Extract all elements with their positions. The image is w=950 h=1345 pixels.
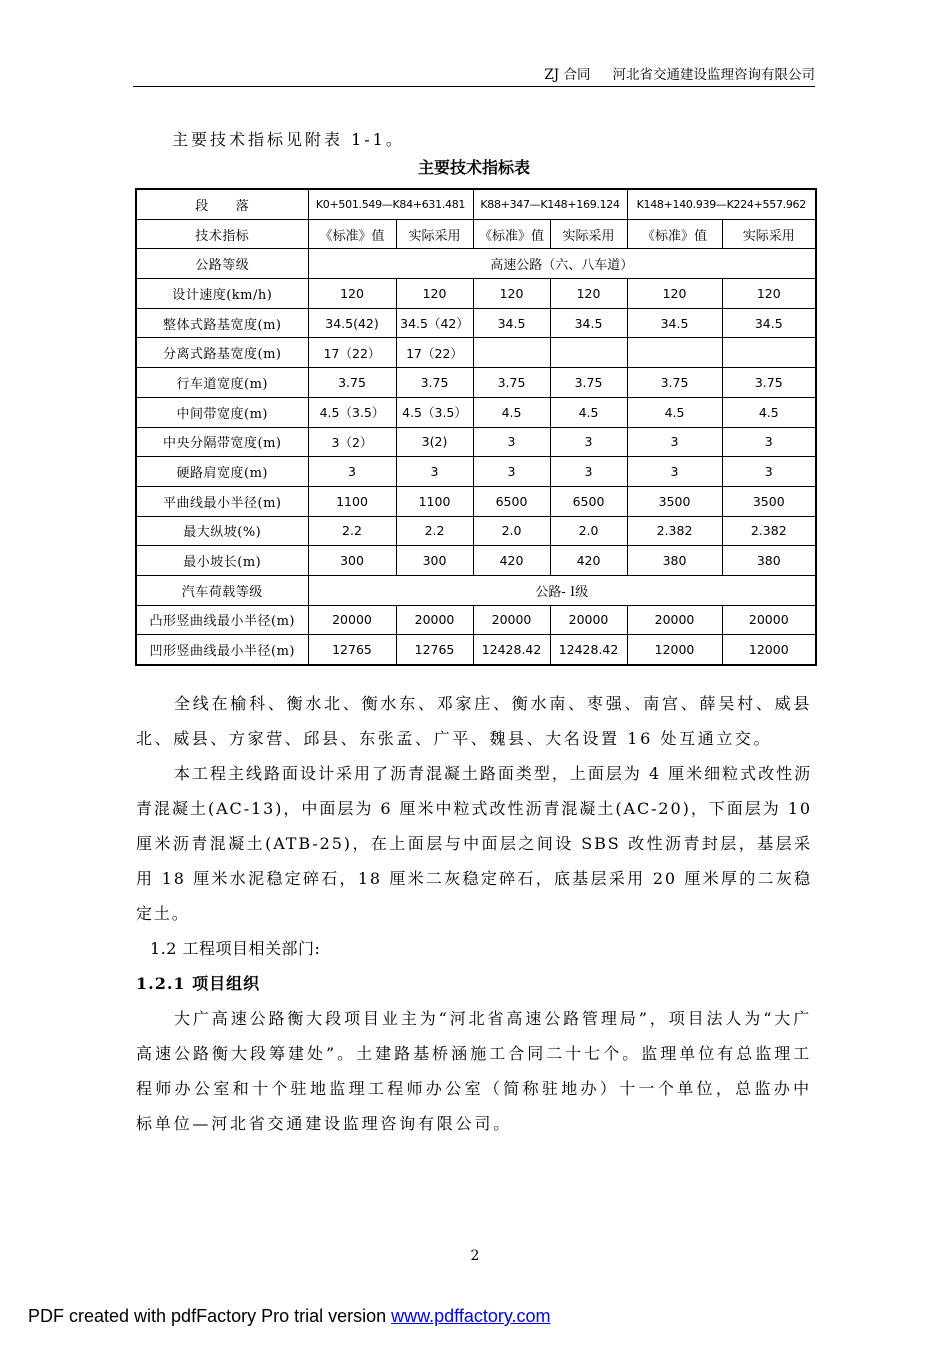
- row-label: 中间带宽度(m): [136, 397, 308, 427]
- table-cell: 3: [396, 457, 473, 487]
- paragraph-pavement: 本工程主线路面设计采用了沥青混凝土路面类型，上面层为 4 厘米细粒式改性沥青混凝土(AC-13)，中面层为 6 厘米中粒式改性沥青混凝土(AC-20)，下面层为 10 厘米沥青混凝土(ATB-25)，在上面层与中面层之间设 SBS 改性沥青封层，基层采用 18 厘米水泥稳定碎石，18 厘米二灰稳定碎石，底基层采用 20 厘米厚的二灰稳定土。: [136, 764, 812, 923]
- page-number: 2: [470, 1248, 480, 1264]
- segment-label: 段 落: [136, 189, 308, 219]
- standard-header: 《标准》值: [627, 219, 722, 249]
- table-cell: 3500: [722, 486, 816, 516]
- table-cell: 2.2: [396, 516, 473, 546]
- table-cell: 4.5（3.5）: [396, 397, 473, 427]
- table-row: [136, 635, 816, 665]
- table-cell: 34.5: [550, 308, 627, 338]
- road-grade-row: [136, 249, 816, 279]
- table-cell: 3: [550, 427, 627, 457]
- table-cell: 12000: [627, 635, 722, 665]
- standard-header: 《标准》值: [308, 219, 396, 249]
- segment-row: [136, 189, 816, 219]
- row-label: 凸形竖曲线最小半径(m): [136, 605, 308, 635]
- table-cell: 1100: [308, 486, 396, 516]
- row-label: 硬路肩宽度(m): [136, 457, 308, 487]
- table-cell: 34.5: [722, 308, 816, 338]
- table-cell: 12765: [308, 635, 396, 665]
- table-cell: 34.5: [473, 308, 550, 338]
- actual-header: 实际采用: [550, 219, 627, 249]
- table-cell: 3.75: [627, 368, 722, 398]
- table-row: [136, 397, 816, 427]
- table-row: [136, 516, 816, 546]
- table-row: [136, 457, 816, 487]
- table-cell: 3: [722, 427, 816, 457]
- subheader-label: 技术指标: [136, 219, 308, 249]
- segment-3: K148+140.939—K224+557.962: [627, 189, 816, 219]
- table-cell: 3（2）: [308, 427, 396, 457]
- table-cell: [550, 338, 627, 368]
- contract-code: ZJ 合同: [544, 67, 591, 83]
- pdf-footer-text: PDF created with pdfFactory Pro trial version: [28, 1306, 392, 1326]
- table-title: 主要技术指标表: [417, 158, 530, 177]
- section-heading-1-2-1: 1.2.1 项目组织: [136, 974, 261, 993]
- table-cell: 3: [308, 457, 396, 487]
- table-cell: 2.382: [627, 516, 722, 546]
- table-cell: 420: [473, 546, 550, 576]
- intro-line: 主要技术指标见附表 1-1。: [172, 130, 405, 149]
- table-cell: 4.5: [550, 397, 627, 427]
- section-heading-1-2: 1.2 工程项目相关部门:: [150, 939, 321, 958]
- table-cell: 34.5（42）: [396, 308, 473, 338]
- table-cell: 3.75: [396, 368, 473, 398]
- table-cell: 4.5: [722, 397, 816, 427]
- table-cell: 3.75: [550, 368, 627, 398]
- road-grade-value: 高速公路（六、八车道）: [308, 249, 816, 279]
- road-grade-label: 公路等级: [136, 249, 308, 279]
- table-cell: 3: [627, 427, 722, 457]
- table-row: [136, 279, 816, 309]
- actual-header: 实际采用: [396, 219, 473, 249]
- table-row: [136, 368, 816, 398]
- standard-header: 《标准》值: [473, 219, 550, 249]
- table-cell: 3.75: [473, 368, 550, 398]
- table-cell: 17（22）: [308, 338, 396, 368]
- table-cell: 3500: [627, 486, 722, 516]
- table-cell: 120: [550, 279, 627, 309]
- table-cell: 3.75: [722, 368, 816, 398]
- table-cell: 3: [473, 457, 550, 487]
- technical-indicators-table: [135, 188, 817, 666]
- vehicle-load-row: [136, 575, 816, 605]
- body-text: [136, 686, 812, 1141]
- page-header: [133, 64, 815, 87]
- table-row: [136, 308, 816, 338]
- table-cell: 12428.42: [473, 635, 550, 665]
- vehicle-load-value: 公路- Ⅰ级: [308, 575, 816, 605]
- row-label: 凹形竖曲线最小半径(m): [136, 635, 308, 665]
- table-cell: 6500: [473, 486, 550, 516]
- table-cell: 6500: [550, 486, 627, 516]
- table-cell: 3: [627, 457, 722, 487]
- table-cell: 20000: [308, 605, 396, 635]
- paragraph-interchanges: 全线在榆科、衡水北、衡水东、邓家庄、衡水南、枣强、南宫、薛吴村、威县北、威县、方家营、邱县、东张孟、广平、魏县、大名设置 16 处互通立交。: [136, 694, 812, 748]
- table-cell: [722, 338, 816, 368]
- row-label: 中央分隔带宽度(m): [136, 427, 308, 457]
- table-cell: [473, 338, 550, 368]
- table-cell: 2.2: [308, 516, 396, 546]
- table-cell: 120: [308, 279, 396, 309]
- table-row: [136, 546, 816, 576]
- table-cell: 1100: [396, 486, 473, 516]
- table-cell: 380: [627, 546, 722, 576]
- pdffactory-link[interactable]: www.pdffactory.com: [391, 1306, 551, 1326]
- table-cell: 12428.42: [550, 635, 627, 665]
- pdf-footer: [28, 1306, 551, 1327]
- table-cell: 300: [396, 546, 473, 576]
- table-cell: 420: [550, 546, 627, 576]
- row-label: 设计速度(km/h): [136, 279, 308, 309]
- table-cell: 20000: [722, 605, 816, 635]
- table-cell: 12000: [722, 635, 816, 665]
- table-cell: 20000: [473, 605, 550, 635]
- table-row: [136, 605, 816, 635]
- row-label: 最大纵坡(%): [136, 516, 308, 546]
- table-cell: 2.382: [722, 516, 816, 546]
- table-cell: 34.5: [627, 308, 722, 338]
- table-cell: 120: [627, 279, 722, 309]
- table-cell: 34.5(42): [308, 308, 396, 338]
- table-cell: 120: [396, 279, 473, 309]
- table-cell: 3.75: [308, 368, 396, 398]
- segment-1: K0+501.549—K84+631.481: [308, 189, 473, 219]
- table-cell: 4.5: [473, 397, 550, 427]
- table-cell: 4.5: [627, 397, 722, 427]
- table-cell: [627, 338, 722, 368]
- table-cell: 20000: [627, 605, 722, 635]
- table-cell: 2.0: [550, 516, 627, 546]
- row-label: 分离式路基宽度(m): [136, 338, 308, 368]
- company-name: 河北省交通建设监理咨询有限公司: [612, 67, 815, 83]
- table-cell: 120: [722, 279, 816, 309]
- actual-header: 实际采用: [722, 219, 816, 249]
- table-cell: 17（22）: [396, 338, 473, 368]
- row-label: 行车道宽度(m): [136, 368, 308, 398]
- table-cell: 20000: [396, 605, 473, 635]
- table-cell: 4.5（3.5）: [308, 397, 396, 427]
- table-cell: 3: [473, 427, 550, 457]
- paragraph-organization: 大广高速公路衡大段项目业主为“河北省高速公路管理局”，项目法人为“大广高速公路衡大段筹建处”。土建路基桥涵施工合同二十七个。监理单位有总监理工程师办公室和十个驻地监理工程师办公室（简称驻地办）十一个单位，总监办中标单位—河北省交通建设监理咨询有限公司。: [136, 1009, 812, 1133]
- table-cell: 2.0: [473, 516, 550, 546]
- table-cell: 380: [722, 546, 816, 576]
- table-row: [136, 427, 816, 457]
- table-row: [136, 338, 816, 368]
- table-cell: 3: [722, 457, 816, 487]
- table-cell: 20000: [550, 605, 627, 635]
- segment-2: K88+347—K148+169.124: [473, 189, 627, 219]
- table-cell: 3(2): [396, 427, 473, 457]
- subheader-row: [136, 219, 816, 249]
- table-cell: 3: [550, 457, 627, 487]
- row-label: 最小坡长(m): [136, 546, 308, 576]
- table-cell: 12765: [396, 635, 473, 665]
- row-label: 平曲线最小半径(m): [136, 486, 308, 516]
- row-label: 整体式路基宽度(m): [136, 308, 308, 338]
- table-cell: 300: [308, 546, 396, 576]
- table-row: [136, 486, 816, 516]
- vehicle-load-label: 汽车荷载等级: [136, 575, 308, 605]
- table-cell: 120: [473, 279, 550, 309]
